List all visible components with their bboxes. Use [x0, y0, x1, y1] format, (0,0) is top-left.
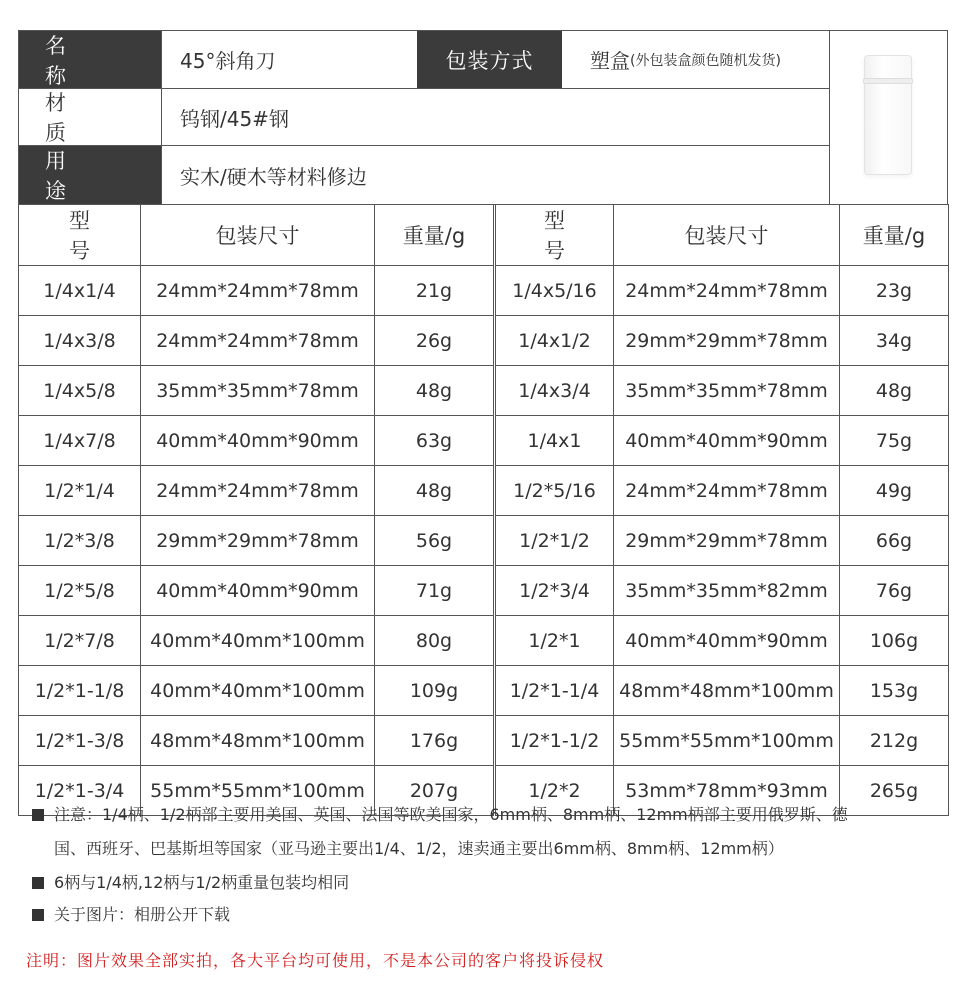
weight-cell: 106g: [840, 616, 949, 666]
copyright-notice: 注明：图片效果全部实拍，各大平台均可使用，不是本公司的客户将投诉侵权: [26, 951, 605, 970]
model-cell: 1/4x1: [496, 416, 614, 466]
weight-cell: 153g: [840, 666, 949, 716]
table-row: [496, 566, 949, 616]
weight-cell: 34g: [840, 316, 949, 366]
model-cell: 1/4x3/4: [496, 366, 614, 416]
size-cell: 40mm*40mm*90mm: [614, 416, 840, 466]
size-cell: 29mm*29mm*78mm: [614, 316, 840, 366]
bullet-square-icon: [32, 809, 44, 821]
note-line: 注意：1/4柄、1/2柄部主要用美国、英国、法国等欧美国家，6mm柄、8mm柄、12mm柄部主要用俄罗斯、德: [54, 805, 848, 824]
table-row: [19, 466, 494, 516]
table-row: [496, 266, 949, 316]
weight-cell: 80g: [375, 616, 494, 666]
model-cell: 1/2*1-1/4: [496, 666, 614, 716]
size-cell: 55mm*55mm*100mm: [141, 766, 375, 816]
note-weight: [32, 872, 349, 894]
model-cell: 1/2*3/8: [19, 516, 141, 566]
column-model: 型 号: [496, 205, 614, 266]
size-cell: 40mm*40mm*90mm: [141, 416, 375, 466]
model-cell: 1/4x5/16: [496, 266, 614, 316]
table-row: [496, 416, 949, 466]
material-label: 材 质: [19, 88, 161, 145]
size-cell: 35mm*35mm*82mm: [614, 566, 840, 616]
weight-cell: 23g: [840, 266, 949, 316]
table-row: [496, 316, 949, 366]
weight-cell: 109g: [375, 666, 494, 716]
size-cell: 24mm*24mm*78mm: [614, 466, 840, 516]
table-row: [496, 716, 949, 766]
size-cell: 53mm*78mm*93mm: [614, 766, 840, 816]
name-label: 名 称: [19, 31, 161, 88]
bullet-square-icon: [32, 909, 44, 921]
column-model: 型 号: [19, 205, 141, 266]
model-cell: 1/4x3/8: [19, 316, 141, 366]
package-value: [562, 31, 829, 88]
package-note: (外包装盒颜色随机发货): [630, 52, 781, 69]
model-cell: 1/2*5/16: [496, 466, 614, 516]
note-market: [32, 804, 848, 826]
model-cell: 1/2*1-1/8: [19, 666, 141, 716]
weight-cell: 48g: [840, 366, 949, 416]
use-value: 实木/硬木等材料修边: [161, 145, 829, 204]
column-size: 包装尺寸: [614, 205, 840, 266]
size-cell: 35mm*35mm*78mm: [141, 366, 375, 416]
note-images: [32, 904, 230, 926]
model-cell: 1/2*1-3/8: [19, 716, 141, 766]
size-cell: 40mm*40mm*90mm: [141, 566, 375, 616]
table-row: [19, 516, 494, 566]
model-cell: 1/4x7/8: [19, 416, 141, 466]
table-row: [19, 566, 494, 616]
weight-cell: 212g: [840, 716, 949, 766]
weight-cell: 56g: [375, 516, 494, 566]
table-row: [496, 666, 949, 716]
weight-cell: 26g: [375, 316, 494, 366]
size-cell: 24mm*24mm*78mm: [141, 466, 375, 516]
column-weight: 重量/g: [840, 205, 949, 266]
weight-cell: 63g: [375, 416, 494, 466]
size-cell: 40mm*40mm*100mm: [141, 616, 375, 666]
bullet-square-icon: [32, 877, 44, 889]
weight-cell: 66g: [840, 516, 949, 566]
column-weight: 重量/g: [375, 205, 494, 266]
table-row: [19, 416, 494, 466]
table-row: [496, 366, 949, 416]
table-row: [19, 666, 494, 716]
model-cell: 1/2*1: [496, 616, 614, 666]
table-row: [19, 266, 494, 316]
material-value: 钨钢/45#钢: [161, 88, 829, 145]
note-line: 关于图片：相册公开下载: [54, 905, 231, 924]
table-row: [19, 316, 494, 366]
weight-cell: 76g: [840, 566, 949, 616]
note-market-continued: 国、西班牙、巴基斯坦等国家（亚马逊主要出1/4、1/2，速卖通主要出6mm柄、8mm柄、12mm柄）: [54, 839, 784, 858]
size-cell: 40mm*40mm*100mm: [141, 666, 375, 716]
weight-cell: 75g: [840, 416, 949, 466]
use-label: 用 途: [19, 145, 161, 204]
package-label: 包装方式: [417, 31, 562, 88]
model-cell: 1/2*7/8: [19, 616, 141, 666]
size-cell: 29mm*29mm*78mm: [614, 516, 840, 566]
model-cell: 1/2*1/4: [19, 466, 141, 516]
size-cell: 24mm*24mm*78mm: [141, 266, 375, 316]
note-line: 6柄与1/4柄,12柄与1/2柄重量包装均相同: [54, 873, 350, 892]
model-cell: 1/4x1/4: [19, 266, 141, 316]
model-cell: 1/2*1-3/4: [19, 766, 141, 816]
model-cell: 1/4x1/2: [496, 316, 614, 366]
weight-cell: 207g: [375, 766, 494, 816]
plastic-box-lid: [863, 78, 913, 84]
weight-cell: 265g: [840, 766, 949, 816]
name-value: 45°斜角刀: [161, 31, 417, 88]
table-row: [496, 616, 949, 666]
table-header-row: [496, 205, 949, 266]
table-row: [19, 366, 494, 416]
weight-cell: 176g: [375, 716, 494, 766]
weight-cell: 48g: [375, 366, 494, 416]
plastic-box-image: [864, 55, 912, 175]
table-header-row: [19, 205, 494, 266]
size-cell: 29mm*29mm*78mm: [141, 516, 375, 566]
spec-table-right: [495, 204, 949, 816]
size-cell: 24mm*24mm*78mm: [141, 316, 375, 366]
weight-cell: 49g: [840, 466, 949, 516]
size-cell: 55mm*55mm*100mm: [614, 716, 840, 766]
table-row: [496, 516, 949, 566]
spec-table-left: [18, 204, 494, 816]
weight-cell: 71g: [375, 566, 494, 616]
table-row: [19, 616, 494, 666]
size-cell: 35mm*35mm*78mm: [614, 366, 840, 416]
model-cell: 1/2*3/4: [496, 566, 614, 616]
model-cell: 1/2*1-1/2: [496, 716, 614, 766]
weight-cell: 21g: [375, 266, 494, 316]
model-cell: 1/2*2: [496, 766, 614, 816]
model-cell: 1/2*1/2: [496, 516, 614, 566]
size-cell: 48mm*48mm*100mm: [614, 666, 840, 716]
size-cell: 40mm*40mm*90mm: [614, 616, 840, 666]
size-cell: 48mm*48mm*100mm: [141, 716, 375, 766]
table-row: [19, 716, 494, 766]
weight-cell: 48g: [375, 466, 494, 516]
model-cell: 1/4x5/8: [19, 366, 141, 416]
table-row: [496, 466, 949, 516]
product-image-cell: [830, 30, 948, 205]
size-cell: 24mm*24mm*78mm: [614, 266, 840, 316]
model-cell: 1/2*5/8: [19, 566, 141, 616]
column-size: 包装尺寸: [141, 205, 375, 266]
package-type: 塑盒: [590, 49, 630, 73]
product-header: [18, 30, 830, 205]
